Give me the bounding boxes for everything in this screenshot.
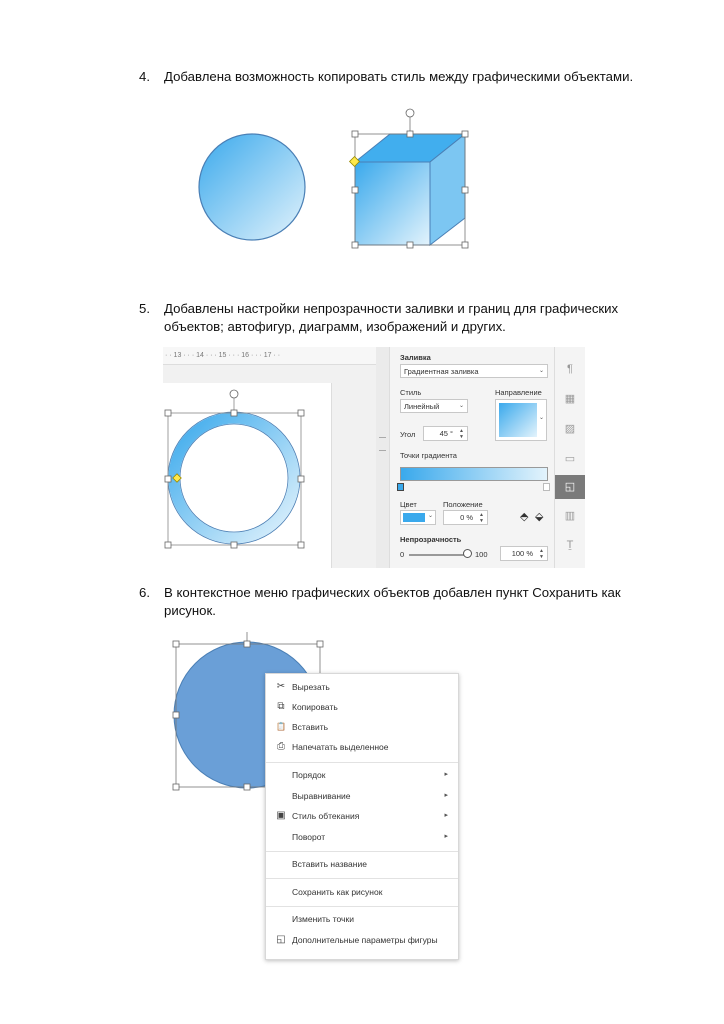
opacity-label: Непрозрачность xyxy=(400,535,462,544)
angle-input[interactable] xyxy=(423,426,468,441)
opacity-value: 100 % xyxy=(511,549,533,558)
menu-item-advanced-shape-settings[interactable] xyxy=(266,931,458,949)
angle-value: 45 ° xyxy=(439,429,453,438)
gradient-points-label: Точки градиента xyxy=(400,451,457,460)
style-label: Стиль xyxy=(400,388,422,397)
menu-item-edit-points[interactable] xyxy=(266,910,458,928)
ring-shape-figure xyxy=(163,383,313,553)
menu-divider xyxy=(266,878,458,879)
menu-item-order[interactable] xyxy=(266,766,458,784)
chevron-down-icon: ⌄ xyxy=(538,368,544,374)
menu-divider xyxy=(266,906,458,907)
wrap-icon: ▣ xyxy=(276,810,286,821)
menu-item-align[interactable] xyxy=(266,787,458,805)
menu-item-wrap-style[interactable] xyxy=(266,807,458,825)
color-label: Цвет xyxy=(400,500,417,509)
opacity-input[interactable] xyxy=(500,546,548,561)
item-number: 5. xyxy=(139,301,150,316)
menu-item-label: Напечатать выделенное xyxy=(292,742,389,752)
submenu-arrow-icon: ▸ xyxy=(444,771,448,778)
menu-item-label: Копировать xyxy=(292,702,338,712)
paste-icon: 📋 xyxy=(276,722,286,731)
opacity-min: 0 xyxy=(400,550,405,559)
gradient-cube xyxy=(355,134,465,245)
fill-type-value: Градиентная заливка xyxy=(404,367,479,376)
menu-item-label: Вставить xyxy=(292,722,329,732)
menu-divider xyxy=(266,762,458,763)
paragraph-icon[interactable]: ¶ xyxy=(567,363,573,375)
menu-item-label: Изменить точки xyxy=(292,914,354,924)
menu-item-label: Вырезать xyxy=(292,682,330,692)
submenu-arrow-icon: ▸ xyxy=(444,792,448,799)
spinner-icon[interactable]: ▲ ▼ xyxy=(479,512,484,524)
menu-item-label: Дополнительные параметры фигуры xyxy=(292,935,438,945)
header-footer-icon[interactable]: ▭ xyxy=(564,453,576,465)
remove-stop-icon[interactable]: ⬙ xyxy=(535,511,544,523)
item-number: 6. xyxy=(139,585,150,600)
menu-divider xyxy=(266,851,458,852)
spinner-icon[interactable]: ▲ ▼ xyxy=(539,548,544,560)
shape-settings-panel xyxy=(389,347,554,568)
direction-preview xyxy=(499,403,537,437)
table-icon[interactable]: ▦ xyxy=(564,393,576,405)
text-art-icon[interactable]: Ṯ xyxy=(566,539,574,551)
menu-item-cut[interactable] xyxy=(266,678,458,696)
menu-item-label: Стиль обтекания xyxy=(292,811,360,821)
opacity-max: 100 xyxy=(475,550,488,559)
submenu-arrow-icon: ▸ xyxy=(444,812,448,819)
image-icon[interactable]: ▨ xyxy=(564,423,576,435)
item-number: 4. xyxy=(139,69,150,84)
menu-item-label: Сохранить как рисунок xyxy=(292,887,383,897)
style-value: Линейный xyxy=(404,402,440,411)
color-picker[interactable] xyxy=(400,510,436,525)
menu-item-copy[interactable] xyxy=(266,698,458,716)
fill-title: Заливка xyxy=(400,353,431,362)
gradient-bar[interactable] xyxy=(400,467,548,481)
copy-style-figure xyxy=(190,100,490,260)
item-text: Добавлены настройки непрозрачности заливки и границ для графических объектов; автофигур, диаграмм, изображений и других. xyxy=(164,301,619,334)
print-icon: ⎙ xyxy=(277,741,285,752)
submenu-arrow-icon: ▸ xyxy=(444,833,448,840)
scrollbar[interactable] xyxy=(376,347,389,568)
position-label: Положение xyxy=(443,500,483,509)
editor-screenshot xyxy=(163,347,585,568)
menu-item-paste[interactable] xyxy=(266,718,458,736)
angle-label: Угол xyxy=(400,430,416,439)
chevron-down-icon: ⌄ xyxy=(428,513,434,519)
chart-icon[interactable]: ▥ xyxy=(564,510,576,522)
opacity-slider-track[interactable] xyxy=(409,554,467,556)
right-sidebar xyxy=(554,347,585,568)
menu-item-rotate[interactable] xyxy=(266,828,458,846)
menu-item-insert-caption[interactable] xyxy=(266,855,458,873)
ruler: · · 13 · · · 14 · · · 15 · · · 16 · · · 17 · · xyxy=(163,347,377,365)
style-select[interactable] xyxy=(400,399,468,413)
position-value: 0 % xyxy=(460,513,473,522)
chevron-down-icon: ⌄ xyxy=(458,403,464,409)
gradient-circle xyxy=(199,134,305,240)
item-text: Добавлена возможность копировать стиль между графическими объектами. xyxy=(164,69,634,84)
menu-item-label: Выравнивание xyxy=(292,791,351,801)
opacity-slider-thumb[interactable] xyxy=(463,549,472,558)
position-input[interactable] xyxy=(443,510,488,525)
menu-item-save-as-picture[interactable] xyxy=(266,883,458,901)
gradient-stop-left[interactable] xyxy=(397,483,404,491)
spinner-icon[interactable]: ▲ ▼ xyxy=(459,428,464,440)
chevron-down-icon: ⌄ xyxy=(539,415,545,421)
item-text: В контекстное меню графических объектов добавлен пункт Сохранить как рисунок. xyxy=(164,585,621,618)
direction-picker[interactable] xyxy=(495,399,547,441)
gradient-stop-right[interactable] xyxy=(543,483,550,491)
add-stop-icon[interactable]: ⬘ xyxy=(520,511,529,523)
menu-item-label: Вставить название xyxy=(292,859,367,869)
menu-item-print-selection[interactable] xyxy=(266,738,458,756)
shape-settings-icon: ◱ xyxy=(276,934,286,945)
menu-item-label: Порядок xyxy=(292,770,326,780)
context-menu xyxy=(265,673,459,960)
direction-label: Направление xyxy=(495,388,542,397)
fill-type-select[interactable] xyxy=(400,364,548,378)
menu-item-label: Поворот xyxy=(292,832,326,842)
splitter-grip[interactable] xyxy=(379,437,386,451)
scissors-icon: ✂ xyxy=(276,681,286,692)
color-swatch xyxy=(403,513,425,522)
rotate-handle xyxy=(406,109,414,117)
copy-icon: ⧉ xyxy=(277,701,285,712)
shape-icon[interactable]: ◱ xyxy=(555,475,585,499)
